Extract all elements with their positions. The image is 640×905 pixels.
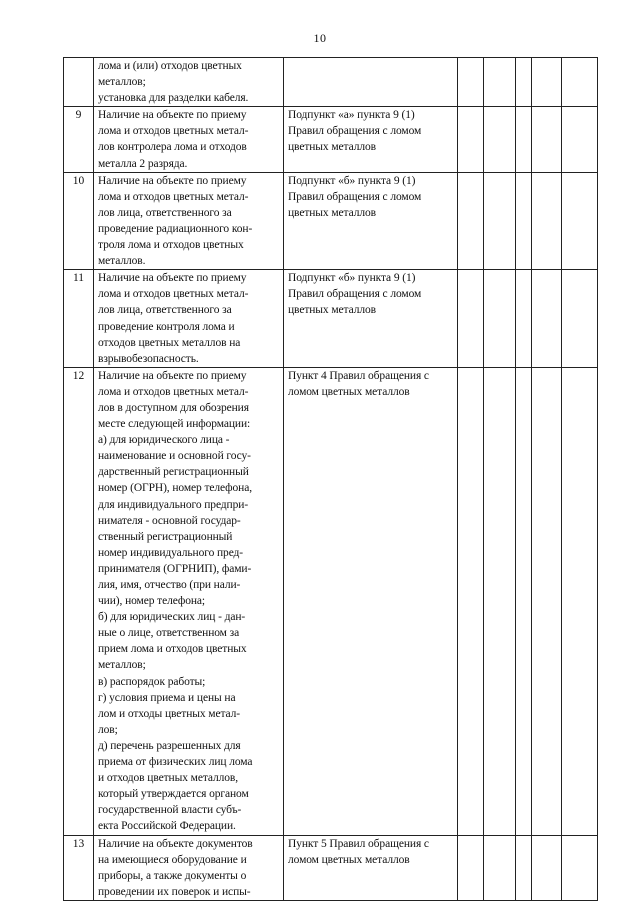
answer-cell (458, 367, 484, 835)
requirement-line: проведение радиационного кон- (98, 222, 253, 235)
requirement-line: номер (ОГРН), номер телефона, (98, 482, 252, 495)
requirement-line: принимателя (ОГРНИП), фами- (98, 562, 252, 575)
table-row (64, 270, 598, 368)
requirement-line: лома и отходов цветных метал- (98, 190, 249, 203)
checklist-table (63, 57, 598, 901)
answer-cell (458, 107, 484, 172)
requirement-line: б) для юридических лиц - дан- (98, 611, 246, 624)
requirement-line: и отходов цветных металлов, (98, 772, 239, 785)
legal-reference-cell (284, 835, 458, 900)
legal-reference-line: ломом цветных металлов (288, 853, 410, 866)
requirement-line: а) для юридического лица - (98, 434, 230, 447)
answer-cell (562, 58, 598, 107)
answer-cell (516, 172, 532, 270)
table-row (64, 107, 598, 172)
requirement-line: для индивидуального предпри- (98, 498, 249, 511)
answer-cell (484, 172, 516, 270)
row-number-cell (64, 172, 94, 270)
legal-reference-line: ломом цветных металлов (288, 385, 410, 398)
row-number: 10 (72, 174, 85, 187)
requirement-line: месте следующей информации: (98, 418, 251, 431)
answer-cell (484, 107, 516, 172)
legal-reference-line: Подпункт «б» пункта 9 (1) (288, 272, 416, 285)
requirement-line: ственный регистрационный (98, 530, 233, 543)
requirement-line: лов контролера лома и отходов (98, 141, 247, 154)
row-number-cell (64, 58, 94, 107)
answer-cell (516, 835, 532, 900)
answer-cell (532, 270, 562, 368)
legal-reference-line: Подпункт «б» пункта 9 (1) (288, 174, 416, 187)
answer-cell (562, 367, 598, 835)
legal-reference-cell (284, 172, 458, 270)
requirement-line: лов лица, ответственного за (98, 206, 232, 219)
requirement-line: лома и отходов цветных метал- (98, 288, 249, 301)
legal-reference-line: цветных металлов (288, 304, 376, 317)
requirement-line: наименование и основной госу- (98, 450, 251, 463)
requirement-line: Наличие на объекте по приему (98, 369, 247, 382)
answer-cell (516, 367, 532, 835)
requirement-line: екта Российской Федерации. (98, 820, 236, 833)
requirement-line: на имеющиеся оборудование и (98, 853, 247, 866)
answer-cell (484, 367, 516, 835)
requirement-line: взрывобезопасность. (98, 352, 199, 365)
answer-cell (516, 107, 532, 172)
requirement-cell (94, 172, 284, 270)
requirement-cell (94, 835, 284, 900)
requirement-line: Наличие на объекте документов (98, 837, 253, 850)
row-number-cell (64, 835, 94, 900)
requirement-cell (94, 270, 284, 368)
table-row (64, 835, 598, 900)
requirement-cell (94, 367, 284, 835)
requirement-line: троля лома и отходов цветных (98, 239, 244, 252)
requirement-line: лома и отходов цветных метал- (98, 385, 249, 398)
requirement-cell (94, 58, 284, 107)
answer-cell (532, 367, 562, 835)
table-row (64, 58, 598, 107)
page-number: 10 (313, 31, 327, 45)
requirement-line: государственной власти субъ- (98, 804, 242, 817)
table-row (64, 367, 598, 835)
requirement-line: приборы, а также документы о (98, 869, 247, 882)
requirement-line: металлов. (98, 255, 146, 268)
row-number-cell (64, 270, 94, 368)
answer-cell (562, 835, 598, 900)
legal-reference-line: Правил обращения с ломом (288, 288, 422, 301)
requirement-line: Наличие на объекте по приему (98, 109, 247, 122)
legal-reference-line: цветных металлов (288, 141, 376, 154)
answer-cell (458, 58, 484, 107)
row-number-cell (64, 367, 94, 835)
requirement-line: прием лома и отходов цветных (98, 643, 247, 656)
requirement-line: лов в доступном для обозрения (98, 401, 249, 414)
requirement-line: металла 2 разряда. (98, 157, 188, 170)
requirement-line: отходов цветных металлов на (98, 336, 241, 349)
table-body (64, 58, 598, 901)
requirement-line: который утверждается органом (98, 788, 249, 801)
answer-cell (484, 270, 516, 368)
row-number: 12 (72, 369, 85, 382)
legal-reference-line: Подпункт «а» пункта 9 (1) (288, 109, 415, 122)
requirement-line: лома и (или) отходов цветных (98, 60, 242, 72)
requirement-line: Наличие на объекте по приему (98, 174, 247, 187)
answer-cell (458, 172, 484, 270)
table-row (64, 172, 598, 270)
row-number: 11 (72, 272, 85, 285)
requirement-line: нимателя - основной государ- (98, 514, 241, 527)
legal-reference-cell (284, 58, 458, 107)
requirement-line: в) распорядок работы; (98, 675, 206, 688)
legal-reference-line: Пункт 5 Правил обращения с (288, 837, 429, 850)
legal-reference-cell (284, 107, 458, 172)
answer-cell (458, 835, 484, 900)
answer-cell (562, 172, 598, 270)
answer-cell (516, 270, 532, 368)
row-number-cell (64, 107, 94, 172)
requirement-line: проведение контроля лома и (98, 320, 235, 333)
requirement-line: номер индивидуального пред- (98, 546, 244, 559)
answer-cell (484, 835, 516, 900)
legal-reference-cell (284, 270, 458, 368)
requirement-line: металлов; (98, 76, 146, 89)
requirement-line: д) перечень разрешенных для (98, 739, 241, 752)
row-number: 9 (75, 109, 82, 122)
legal-reference-line: Правил обращения с ломом (288, 125, 422, 138)
requirement-line: ные о лице, ответственном за (98, 627, 240, 640)
answer-cell (484, 58, 516, 107)
requirement-line: дарственный регистрационный (98, 466, 249, 479)
answer-cell (562, 107, 598, 172)
answer-cell (562, 270, 598, 368)
answer-cell (458, 270, 484, 368)
requirement-line: лом и отходы цветных метал- (98, 707, 241, 720)
answer-cell (532, 107, 562, 172)
requirement-line: лов лица, ответственного за (98, 304, 232, 317)
answer-cell (532, 58, 562, 107)
requirement-cell (94, 107, 284, 172)
requirement-line: металлов; (98, 659, 146, 672)
requirement-line: лома и отходов цветных метал- (98, 125, 249, 138)
legal-reference-line: Пункт 4 Правил обращения с (288, 369, 429, 382)
requirement-line: лов; (98, 723, 118, 736)
requirement-line: проведении их поверок и испы- (98, 885, 251, 898)
legal-reference-cell (284, 367, 458, 835)
requirement-line: чии), номер телефона; (98, 595, 206, 608)
legal-reference-line: цветных металлов (288, 206, 376, 219)
answer-cell (532, 172, 562, 270)
row-number: 13 (72, 837, 85, 850)
answer-cell (516, 58, 532, 107)
answer-cell (532, 835, 562, 900)
requirement-line: лия, имя, отчество (при нали- (98, 579, 241, 591)
requirement-line: установка для разделки кабеля. (98, 92, 249, 105)
requirement-line: г) условия приема и цены на (98, 691, 236, 704)
requirement-line: Наличие на объекте по приему (98, 272, 247, 285)
legal-reference-line: Правил обращения с ломом (288, 190, 422, 203)
requirement-line: приема от физических лиц лома (98, 756, 253, 769)
